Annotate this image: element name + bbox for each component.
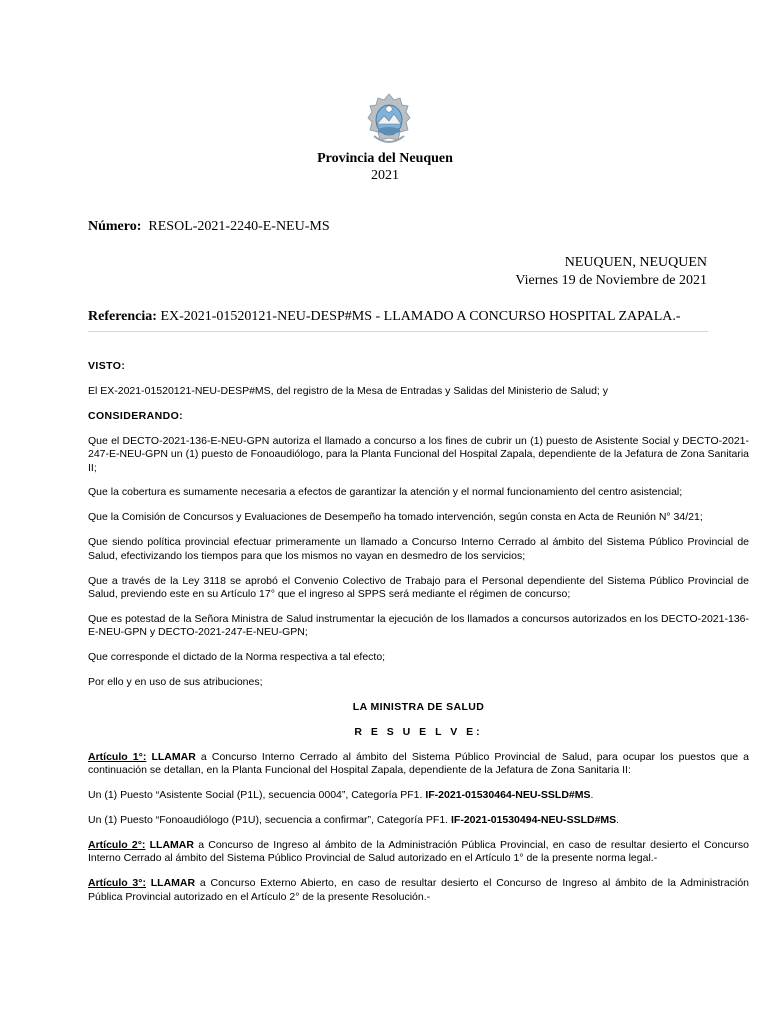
articulo-3	[88, 877, 749, 904]
articulo-1	[88, 751, 749, 778]
referencia-value: EX-2021-01520121-NEU-DESP#MS - LLAMADO A CONCURSO HOSPITAL ZAPALA.-	[160, 309, 681, 324]
articulo-2-text: a Concurso de Ingreso al ámbito de la Administración Pública Provincial, en caso de resultar desierto el Concurso Interno Cerrado al ámbito del Sistema Público Provincial de Salud autorizado en el Artículo 1° de la presente norma legal.-	[88, 838, 749, 865]
resolution-number	[88, 219, 330, 235]
articulo-2	[88, 839, 749, 866]
considerando-paragraph: Que a través de la Ley 3118 se aprobó el Convenio Colectivo de Trabajo para el Personal dependiente del Sistema Público Provincial de Salud, previendo este en su Artículo 17° que el ingreso al SPPS será mediante el régimen de concurso;	[88, 574, 749, 600]
puesto-1-code: IF-2021-01530464-NEU-SSLD#MS	[425, 789, 591, 802]
referencia-label: Referencia:	[88, 309, 157, 324]
reference-line	[88, 309, 681, 325]
considerando-paragraph: Que corresponde el dictado de la Norma respectiva a tal efecto;	[88, 651, 386, 664]
considerando-paragraph: Por ello y en uso de sus atribuciones;	[88, 676, 263, 689]
articulo-2-verb: LLAMAR	[149, 838, 194, 851]
considerando-paragraph: Que el DECTO-2021-136-E-NEU-GPN autoriza el llamado a concurso a los fines de cubrir un (1) puesto de Asistente Social y DECTO-2021-247-E-NEU-GPN un (1) puesto de Fonoaudiólogo, para la Planta Funcional del Hospital Zapala, dependiente de la Jefatura de Zona Sanitaria II;	[88, 434, 749, 474]
puesto-1: Un (1) Puesto “Asistente Social (P1L), secuencia 0004”, Categoría PF1. IF-2021-01530464-NEU-SSLD#MS.	[88, 789, 594, 802]
visto-text: El EX-2021-01520121-NEU-DESP#MS, del registro de la Mesa de Entradas y Salidas del Ministerio de Salud; y	[88, 384, 609, 397]
numero-label: Número:	[88, 219, 142, 234]
visto-heading: VISTO:	[88, 360, 126, 372]
puesto-2-code: IF-2021-01530494-NEU-SSLD#MS	[451, 814, 617, 827]
numero-value: RESOL-2021-2240-E-NEU-MS	[148, 219, 330, 234]
articulo-1-verb: LLAMAR	[151, 750, 196, 763]
considerando-paragraph: Que la cobertura es sumamente necesaria a efectos de garantizar la atención y el normal funcionamiento del centro asistencial;	[88, 486, 683, 499]
document-body	[88, 360, 749, 916]
articulo-1-text: a Concurso Interno Cerrado al ámbito del Sistema Público Provincial de Salud, para ocupar los puestos que a continuación se detallan, en la Planta Funcional del Hospital Zapala, dependiente de la Jefatura de Zona Sanitaria II:	[88, 750, 749, 777]
articulo-3-label: Artículo 3°:	[88, 877, 146, 890]
articulo-1-label: Artículo 1°:	[88, 750, 147, 763]
articulo-3-text: a Concurso Externo Abierto, en caso de resultar desierto el Concurso de Ingreso al ámbito de la Administración Pública Provincial autorizado en el Artículo 2° de la presente Resolución.-	[88, 877, 750, 903]
resuelve-heading: R E S U E L V E:	[354, 725, 483, 738]
articulo-2-label: Artículo 2°:	[88, 838, 146, 851]
puesto-2-text: Un (1) Puesto “Fonoaudiólogo (P1U), secuencia a confirmar”, Categoría PF1.	[88, 814, 449, 827]
puesto-2: Un (1) Puesto “Fonoaudiólogo (P1U), secuencia a confirmar”, Categoría PF1. IF-2021-01530494-NEU-SSLD#MS.	[88, 814, 620, 827]
document-date: Viernes 19 de Noviembre de 2021	[515, 273, 707, 288]
considerando-paragraph: Que es potestad de la Señora Ministra de Salud instrumentar la ejecución de los llamados a concursos autorizados en los DECTO-2021-136-E-NEU-GPN y DECTO-2021-247-E-NEU-GPN;	[88, 612, 749, 639]
considerando-heading: CONSIDERANDO:	[88, 409, 184, 422]
location: NEUQUEN, NEUQUEN	[564, 255, 707, 270]
puesto-1-text: Un (1) Puesto “Asistente Social (P1L), secuencia 0004”, Categoría PF1.	[88, 789, 423, 802]
considerando-paragraph: Que la Comisión de Concursos y Evaluaciones de Desempeño ha tomado intervención, según consta en Acta de Reunión N° 34/21;	[88, 511, 703, 524]
considerando-paragraph: Que siendo política provincial efectuar primeramente un llamado a Concurso Interno Cerrado al ámbito del Sistema Público Provincial de Salud, efectivizando los tiempos para que los mismos no vayan en desmedro de los servicios;	[88, 536, 749, 562]
province-title: Provincia del Neuquen	[317, 151, 453, 166]
header-divider	[88, 331, 708, 332]
authority-heading: LA MINISTRA DE SALUD	[352, 701, 485, 713]
header-year: 2021	[371, 168, 399, 183]
articulo-3-verb: LLAMAR	[150, 877, 196, 890]
province-crest-icon	[364, 92, 414, 148]
